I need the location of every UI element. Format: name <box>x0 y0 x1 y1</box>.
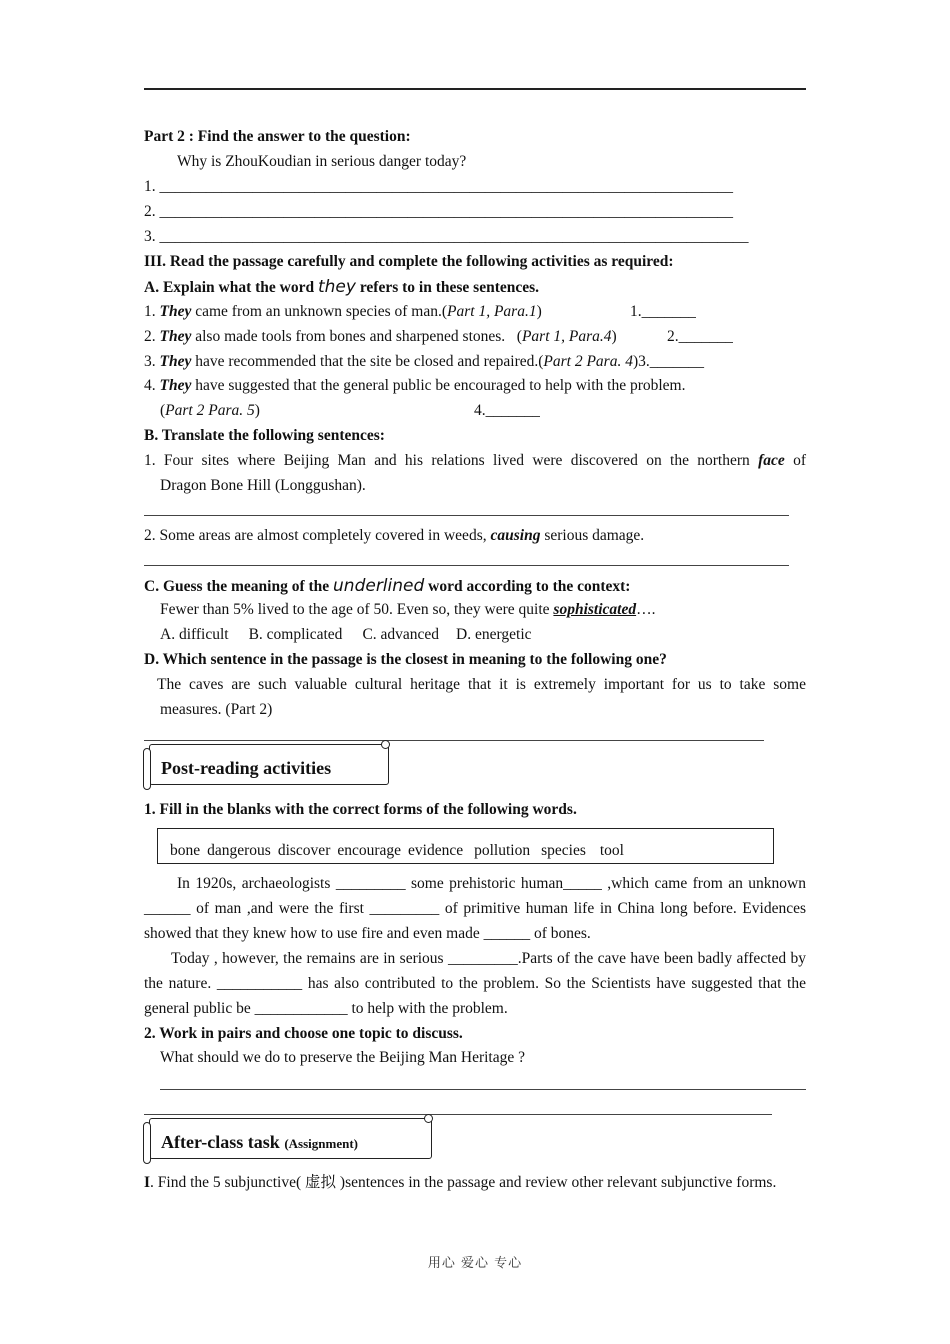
answer-blank-1[interactable]: 1._______ <box>630 303 696 320</box>
sentence-text: Fewer than 5% lived to the age of 50. Even so, they were quite <box>160 601 554 618</box>
heading-text: word according to the context: <box>424 578 631 595</box>
item-number: 1. <box>144 303 160 320</box>
context-sentence <box>160 600 655 620</box>
option-b[interactable]: B. complicated <box>248 626 343 643</box>
answer-blank-4[interactable]: 4._______ <box>474 402 540 419</box>
translate-sentence-2 <box>144 526 644 546</box>
item-ref: Part 2 Para. 5 <box>165 402 255 419</box>
part2-question: Why is ZhouKoudian in serious danger today? <box>177 153 467 170</box>
heading-emphasis: underlined <box>333 576 425 596</box>
they-item-4-ref: (Part 2 Para. 5) <box>160 402 260 419</box>
item-ref: Part 2 Para. 4 <box>543 353 633 370</box>
heading-text: A. Explain what the word <box>144 279 318 296</box>
item-number: I <box>144 1174 151 1191</box>
banner-subtext: (Assignment) <box>284 1136 358 1151</box>
choice-options <box>160 625 532 645</box>
item-number: 3. <box>144 353 160 370</box>
item-text: have recommended that the site be closed and repaired.( <box>191 353 544 370</box>
word-bank-item: dangerous <box>207 842 271 859</box>
key-word: causing <box>490 527 541 544</box>
they-item-4 <box>144 376 685 396</box>
they-item-1 <box>144 302 542 322</box>
answer-blank-2[interactable]: 2._______ <box>667 328 733 345</box>
discussion-answer-line-2[interactable] <box>144 1114 772 1115</box>
they-word: They <box>159 377 192 394</box>
item-text: . Find the 5 subjunctive( 虚拟 )sentences in the passage and review other relevant subjunctive forms. <box>150 1174 777 1191</box>
translate-sentence-1-cont: Dragon Bone Hill (Longgushan). <box>160 477 366 494</box>
section-a-heading <box>144 277 539 298</box>
item-ref: Part 1, Para.1 <box>447 303 537 320</box>
they-item-2 <box>144 327 617 347</box>
heading-text: C. Guess the meaning of the <box>144 578 334 595</box>
section-c-heading <box>144 576 630 597</box>
banner-text: After-class task <box>161 1132 280 1152</box>
translation-answer-line-2[interactable] <box>144 565 789 566</box>
item-text: ) <box>632 353 639 370</box>
sentence-text: 1. Four sites where Beijing Man and his relations lived were discovered on the northern <box>144 452 759 469</box>
heading-text: refers to in these sentences. <box>355 279 540 296</box>
post-reading-title: Post-reading activities <box>161 758 332 778</box>
word-bank-item: tool <box>599 842 624 859</box>
they-item-3 <box>144 352 704 372</box>
paraphrase-answer-line[interactable] <box>144 740 764 741</box>
they-word: They <box>159 353 192 370</box>
translate-sentence-1 <box>144 451 806 471</box>
section3-heading: III. Read the passage carefully and complete the following activities as required: <box>144 253 674 270</box>
key-word: face <box>758 452 785 469</box>
discussion-question: What should we do to preserve the Beijing Man Heritage ? <box>160 1049 525 1066</box>
item-text: also made tools from bones and sharpened stones. ( <box>191 328 522 345</box>
scroll-curl-icon <box>143 748 151 790</box>
assignment-item <box>144 1170 806 1195</box>
answer-line-2[interactable]: 2. __________________________________________________________________________ <box>144 203 733 220</box>
word-bank-item: pollution <box>474 842 531 859</box>
paraphrase-sentence-cont: measures. (Part 2) <box>160 701 273 718</box>
item-text: ) <box>536 303 542 320</box>
scroll-curl-icon <box>143 1122 151 1164</box>
option-a[interactable]: A. difficult <box>160 626 229 643</box>
sentence-text: serious damage. <box>540 527 645 544</box>
word-bank-words <box>170 841 624 861</box>
paraphrase-sentence: The caves are such valuable cultural heritage that it is extremely important for us to take some <box>157 676 806 693</box>
item-text: ) <box>611 328 617 345</box>
part2-heading: Part 2 : Find the answer to the question: <box>144 128 411 145</box>
item-text: have suggested that the general public be encouraged to help with the problem. <box>191 377 686 394</box>
word-bank-item: bone <box>170 842 201 859</box>
after-class-title <box>161 1132 358 1154</box>
answer-line-1[interactable]: 1. __________________________________________________________________________ <box>144 178 733 195</box>
discussion-heading: 2. Work in pairs and choose one topic to discuss. <box>144 1025 463 1042</box>
item-text: came from an unknown species of man.( <box>191 303 448 320</box>
item-number: 4. <box>144 377 160 394</box>
fill-paragraph-1[interactable]: In 1920s, archaeologists _________ some prehistoric human_____ ,which came from an unknown ______ of man ,and were the first _________ of primitive human life in China long before. Evidences showed that they knew how to use fire and even made ______ of bones. <box>144 875 806 942</box>
sentence-text: of <box>784 452 806 469</box>
item-ref: Part 1, Para.4 <box>521 328 612 345</box>
fill-paragraph-2[interactable]: Today , however, the remains are in serious _________.Parts of the cave have been badly affected by the nature. ___________ has also contributed to the problem. So the Scientists have suggested that the general public be ____________ to help with the problem. <box>144 950 806 1017</box>
underlined-word: sophisticated <box>553 601 637 618</box>
sentence-text: …. <box>636 601 656 618</box>
option-c[interactable]: C. advanced <box>362 626 440 643</box>
option-d[interactable]: D. energetic <box>456 626 532 643</box>
section-b-heading: B. Translate the following sentences: <box>144 427 385 444</box>
they-word: They <box>159 303 192 320</box>
fill-blanks-heading: 1. Fill in the blanks with the correct forms of the following words. <box>144 801 577 818</box>
page-footer: 用心 爱心 专心 <box>427 1256 523 1271</box>
scroll-knob-icon <box>381 740 390 749</box>
answer-blank-3[interactable]: 3._______ <box>638 353 705 370</box>
answer-line-3[interactable]: 3. ____________________________________________________________________________ <box>144 228 749 245</box>
item-text: ) <box>254 402 260 419</box>
word-bank-item: discover <box>277 842 331 859</box>
word-bank-item: evidence <box>408 842 464 859</box>
word-bank-item: species <box>541 842 586 859</box>
word-bank-item: encourage <box>337 842 402 859</box>
they-word: They <box>159 328 192 345</box>
item-number: 2. <box>144 328 160 345</box>
translation-answer-line-1[interactable] <box>144 515 789 516</box>
header-rule <box>144 88 806 90</box>
scroll-knob-icon <box>424 1114 433 1123</box>
section-d-heading: D. Which sentence in the passage is the closest in meaning to the following one? <box>144 651 667 668</box>
discussion-answer-line-1[interactable] <box>160 1089 806 1090</box>
heading-emphasis: they <box>317 277 356 297</box>
sentence-text: 2. Some areas are almost completely covered in weeds, <box>144 527 491 544</box>
